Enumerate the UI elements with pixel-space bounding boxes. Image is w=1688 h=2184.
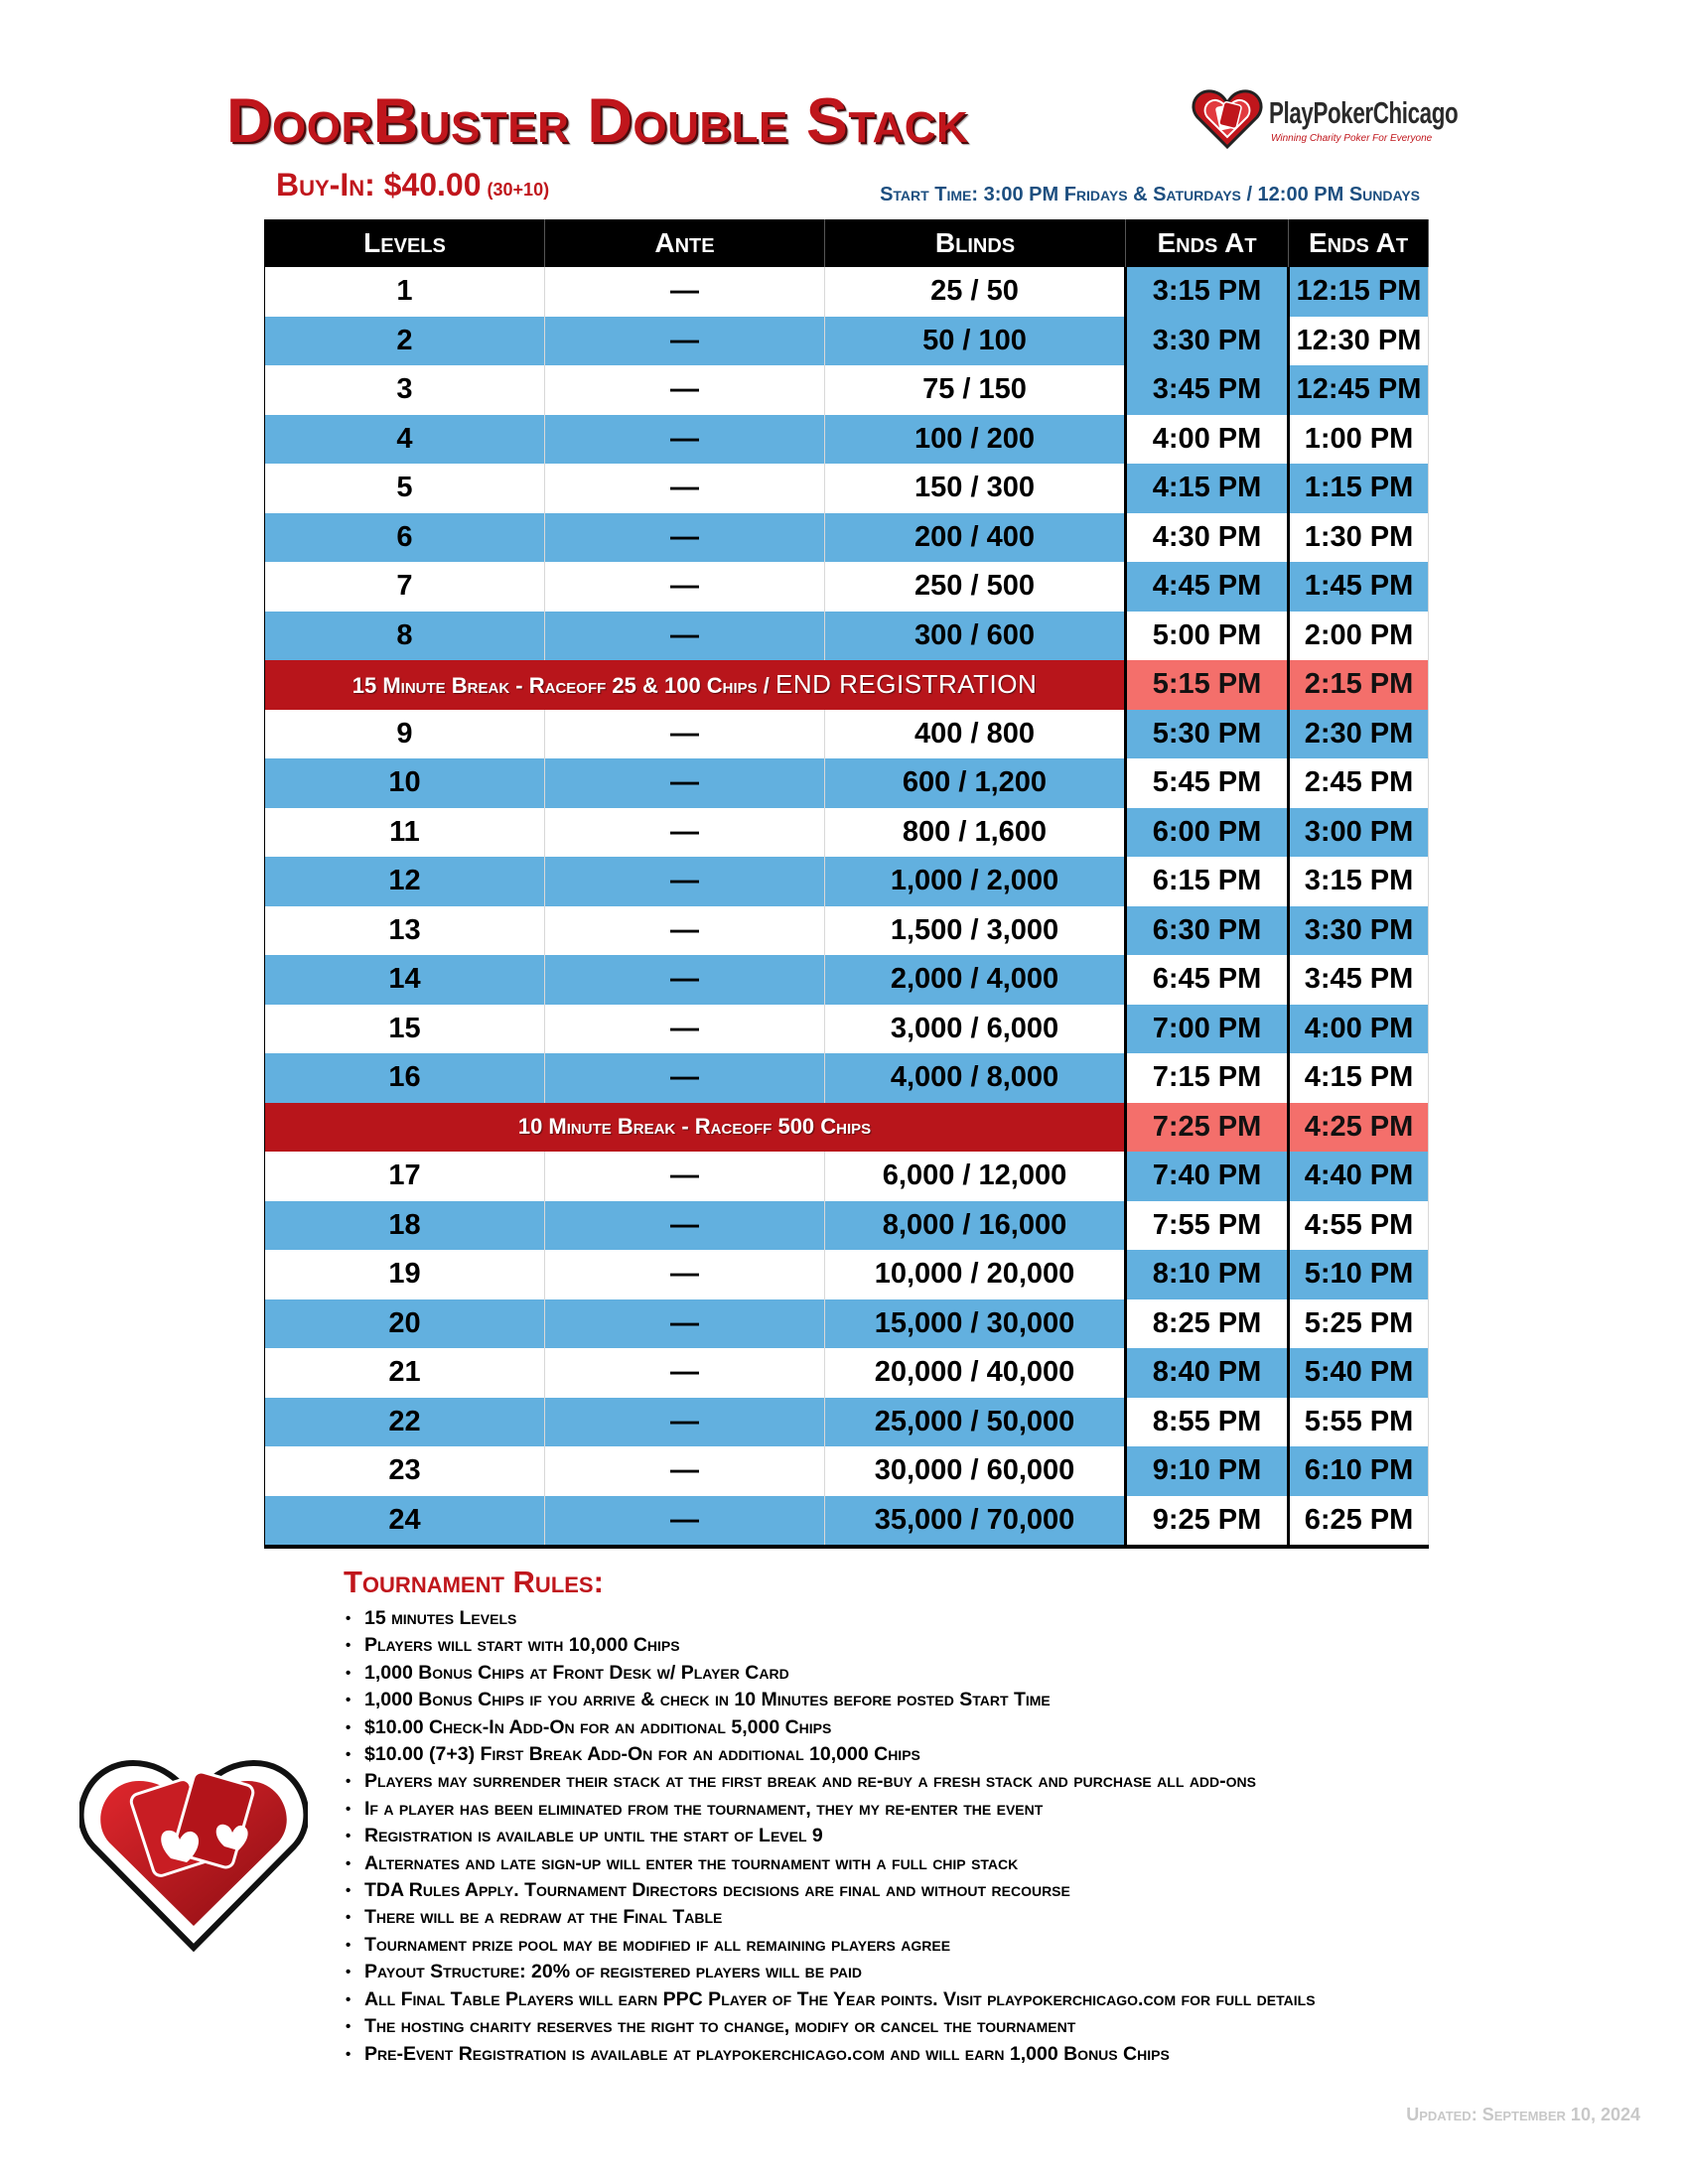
ends-at-sun-cell: 3:15 PM [1289, 857, 1429, 906]
blinds-cell: 4,000 / 8,000 [825, 1053, 1126, 1103]
ends-at-sun-cell: 1:00 PM [1289, 415, 1429, 465]
rule-item: • $10.00 Check-In Add-On for an additional 5,000 Chips [346, 1714, 1316, 1741]
blinds-cell: 20,000 / 40,000 [825, 1348, 1126, 1398]
level-row [265, 612, 1429, 661]
rule-item: • Payout Structure: 20% of registered players will be paid [346, 1959, 1316, 1985]
level-row [265, 955, 1429, 1005]
break-label [265, 660, 1126, 710]
blinds-cell: 1,500 / 3,000 [825, 906, 1126, 956]
ante-cell: — [545, 906, 825, 956]
ends-at-sun-cell: 1:15 PM [1289, 464, 1429, 513]
break-ends-at-fri-sat: 7:25 PM [1126, 1103, 1289, 1153]
ante-cell: — [545, 1053, 825, 1103]
blinds-cell: 300 / 600 [825, 612, 1126, 661]
rule-item: • All Final Table Players will earn PPC Player of The Year points. Visit playpokerchicago.com for full details [346, 1986, 1316, 2013]
level-cell: 5 [265, 464, 545, 513]
rule-item: • Tournament prize pool may be modified if all remaining players agree [346, 1932, 1316, 1959]
level-cell: 23 [265, 1446, 545, 1496]
break-row [265, 660, 1429, 710]
ends-at-sun-cell: 5:25 PM [1289, 1299, 1429, 1349]
blinds-cell: 100 / 200 [825, 415, 1126, 465]
ends-at-fri-sat-cell: 5:30 PM [1126, 710, 1289, 759]
ends-at-sun-cell: 3:00 PM [1289, 808, 1429, 858]
logo-tagline: Winning Charity Poker For Everyone [1271, 133, 1433, 144]
ends-at-fri-sat-cell: 3:15 PM [1126, 267, 1289, 317]
ends-at-fri-sat-cell: 7:15 PM [1126, 1053, 1289, 1103]
blinds-cell: 600 / 1,200 [825, 758, 1126, 808]
blinds-cell: 15,000 / 30,000 [825, 1299, 1126, 1349]
ante-cell: — [545, 267, 825, 317]
level-row [265, 1250, 1429, 1299]
blinds-cell: 1,000 / 2,000 [825, 857, 1126, 906]
level-cell: 12 [265, 857, 545, 906]
ends-at-fri-sat-cell: 9:25 PM [1126, 1496, 1289, 1548]
ends-at-sun-cell: 1:45 PM [1289, 562, 1429, 612]
blinds-cell: 25,000 / 50,000 [825, 1398, 1126, 1447]
blinds-cell: 400 / 800 [825, 710, 1126, 759]
ante-cell: — [545, 710, 825, 759]
level-cell: 24 [265, 1496, 545, 1548]
break-label [265, 1103, 1126, 1153]
rules-heading: Tournament Rules: [344, 1565, 604, 1599]
ante-cell: — [545, 1398, 825, 1447]
level-row [265, 1201, 1429, 1251]
level-cell: 10 [265, 758, 545, 808]
level-cell: 13 [265, 906, 545, 956]
level-row [265, 415, 1429, 465]
level-row [265, 1398, 1429, 1447]
page-title: DoorBuster Double Stack [226, 86, 969, 156]
blinds-cell: 50 / 100 [825, 317, 1126, 366]
logo-wordmark: PlayPokerChicago [1269, 95, 1459, 130]
blinds-cell: 3,000 / 6,000 [825, 1005, 1126, 1054]
ante-cell: — [545, 1446, 825, 1496]
ends-at-fri-sat-cell: 7:55 PM [1126, 1201, 1289, 1251]
rule-item: • Alternates and late sign-up will enter the tournament with a full chip stack [346, 1850, 1316, 1877]
blinds-cell: 6,000 / 12,000 [825, 1152, 1126, 1201]
blinds-cell: 250 / 500 [825, 562, 1126, 612]
level-row [265, 857, 1429, 906]
ends-at-fri-sat-cell: 6:45 PM [1126, 955, 1289, 1005]
blinds-cell: 8,000 / 16,000 [825, 1201, 1126, 1251]
break-text: 15 Minute Break - Raceoff 25 & 100 Chips / [352, 673, 776, 699]
blinds-cell: 800 / 1,600 [825, 808, 1126, 858]
ends-at-fri-sat-cell: 3:30 PM [1126, 317, 1289, 366]
ends-at-fri-sat-cell: 3:45 PM [1126, 365, 1289, 415]
ante-cell: — [545, 415, 825, 465]
level-cell: 20 [265, 1299, 545, 1349]
level-cell: 16 [265, 1053, 545, 1103]
level-row [265, 267, 1429, 317]
ends-at-sun-cell: 6:10 PM [1289, 1446, 1429, 1496]
double-heart-logo-icon [1192, 85, 1263, 151]
level-row [265, 513, 1429, 563]
ante-cell: — [545, 1496, 825, 1548]
level-row [265, 1005, 1429, 1054]
play-poker-chicago-logo [1192, 85, 1489, 155]
level-row [265, 906, 1429, 956]
rule-item: • TDA Rules Apply. Tournament Directors decisions are final and without recourse [346, 1877, 1316, 1904]
level-cell: 3 [265, 365, 545, 415]
ends-at-sun-cell: 12:15 PM [1289, 267, 1429, 317]
level-cell: 19 [265, 1250, 545, 1299]
level-cell: 9 [265, 710, 545, 759]
rule-item: • 1,000 Bonus Chips at Front Desk w/ Player Card [346, 1660, 1316, 1687]
ends-at-sun-cell: 3:30 PM [1289, 906, 1429, 956]
ends-at-sun-cell: 12:30 PM [1289, 317, 1429, 366]
level-row [265, 1152, 1429, 1201]
level-row [265, 562, 1429, 612]
blinds-cell: 150 / 300 [825, 464, 1126, 513]
level-cell: 2 [265, 317, 545, 366]
level-row [265, 1348, 1429, 1398]
ante-cell: — [545, 612, 825, 661]
ends-at-fri-sat-cell: 4:15 PM [1126, 464, 1289, 513]
ends-at-sun-cell: 5:10 PM [1289, 1250, 1429, 1299]
break-ends-at-sun: 2:15 PM [1289, 660, 1429, 710]
blinds-cell: 200 / 400 [825, 513, 1126, 563]
rule-item: • If a player has been eliminated from the tournament, they my re-enter the event [346, 1796, 1316, 1823]
rule-item: • 1,000 Bonus Chips if you arrive & check in 10 Minutes before posted Start Time [346, 1687, 1316, 1713]
start-time-line: Start Time: 3:00 PM Fridays & Saturdays / 12:00 PM Sundays [880, 184, 1420, 205]
ante-cell: — [545, 955, 825, 1005]
ends-at-sun-cell: 4:55 PM [1289, 1201, 1429, 1251]
break-text: 10 Minute Break - Raceoff 500 Chips [517, 1114, 872, 1140]
level-row [265, 1496, 1429, 1548]
level-cell: 11 [265, 808, 545, 858]
ante-cell: — [545, 1201, 825, 1251]
ends-at-fri-sat-cell: 6:30 PM [1126, 906, 1289, 956]
level-cell: 21 [265, 1348, 545, 1398]
ends-at-sun-cell: 12:45 PM [1289, 365, 1429, 415]
ends-at-sun-cell: 5:40 PM [1289, 1348, 1429, 1398]
blind-structure-table [264, 219, 1429, 1549]
level-row [265, 365, 1429, 415]
ends-at-sun-cell: 2:45 PM [1289, 758, 1429, 808]
card-hearts-icon [79, 1727, 308, 1956]
header-levels: Levels [265, 219, 545, 267]
ante-cell: — [545, 1152, 825, 1201]
ends-at-sun-cell: 2:00 PM [1289, 612, 1429, 661]
ante-cell: — [545, 1005, 825, 1054]
level-row [265, 758, 1429, 808]
blinds-cell: 25 / 50 [825, 267, 1126, 317]
ante-cell: — [545, 1299, 825, 1349]
ends-at-sun-cell: 4:40 PM [1289, 1152, 1429, 1201]
ends-at-sun-cell: 4:15 PM [1289, 1053, 1429, 1103]
header-ends-at-fri-sat: Ends At [1126, 219, 1289, 267]
ends-at-fri-sat-cell: 4:30 PM [1126, 513, 1289, 563]
ante-cell: — [545, 562, 825, 612]
buy-in-label: Buy-In: $40.00 [276, 167, 482, 203]
ante-cell: — [545, 857, 825, 906]
ends-at-sun-cell: 1:30 PM [1289, 513, 1429, 563]
ends-at-fri-sat-cell: 4:45 PM [1126, 562, 1289, 612]
blinds-cell: 35,000 / 70,000 [825, 1496, 1126, 1548]
ends-at-fri-sat-cell: 9:10 PM [1126, 1446, 1289, 1496]
rule-item: • Registration is available up until the start of Level 9 [346, 1823, 1316, 1849]
ends-at-fri-sat-cell: 6:00 PM [1126, 808, 1289, 858]
header-blinds: Blinds [825, 219, 1126, 267]
ends-at-sun-cell: 3:45 PM [1289, 955, 1429, 1005]
ends-at-sun-cell: 6:25 PM [1289, 1496, 1429, 1548]
updated-date: Updated: September 10, 2024 [1406, 2105, 1640, 2124]
level-cell: 17 [265, 1152, 545, 1201]
break-row [265, 1103, 1429, 1153]
break-ends-at-fri-sat: 5:15 PM [1126, 660, 1289, 710]
ante-cell: — [545, 758, 825, 808]
header-ends-at-sun: Ends At [1289, 219, 1429, 267]
blinds-cell: 75 / 150 [825, 365, 1126, 415]
level-row [265, 1299, 1429, 1349]
header-ante: Ante [545, 219, 825, 267]
blinds-cell: 30,000 / 60,000 [825, 1446, 1126, 1496]
ends-at-fri-sat-cell: 5:00 PM [1126, 612, 1289, 661]
table-body [265, 267, 1429, 1547]
level-row [265, 710, 1429, 759]
level-cell: 8 [265, 612, 545, 661]
level-cell: 1 [265, 267, 545, 317]
level-cell: 22 [265, 1398, 545, 1447]
ends-at-fri-sat-cell: 7:40 PM [1126, 1152, 1289, 1201]
rule-item: • There will be a redraw at the Final Table [346, 1904, 1316, 1931]
ends-at-sun-cell: 2:30 PM [1289, 710, 1429, 759]
ends-at-fri-sat-cell: 7:00 PM [1126, 1005, 1289, 1054]
level-cell: 15 [265, 1005, 545, 1054]
level-cell: 6 [265, 513, 545, 563]
ends-at-sun-cell: 4:00 PM [1289, 1005, 1429, 1054]
ends-at-fri-sat-cell: 5:45 PM [1126, 758, 1289, 808]
rule-item: • Pre-Event Registration is available at playpokerchicago.com and will earn 1,000 Bonus Chips [346, 2041, 1316, 2068]
rule-item: • The hosting charity reserves the right to change, modify or cancel the tournament [346, 2013, 1316, 2040]
level-cell: 14 [265, 955, 545, 1005]
level-row [265, 464, 1429, 513]
rule-item: • $10.00 (7+3) First Break Add-On for an additional 10,000 Chips [346, 1741, 1316, 1768]
ante-cell: — [545, 317, 825, 366]
ends-at-fri-sat-cell: 4:00 PM [1126, 415, 1289, 465]
level-cell: 7 [265, 562, 545, 612]
end-registration-text: END REGISTRATION [775, 669, 1038, 700]
table-header-row [265, 219, 1429, 267]
ante-cell: — [545, 1348, 825, 1398]
level-row [265, 1446, 1429, 1496]
ends-at-sun-cell: 5:55 PM [1289, 1398, 1429, 1447]
level-row [265, 1053, 1429, 1103]
buy-in-detail: (30+10) [487, 180, 550, 200]
level-row [265, 317, 1429, 366]
blinds-cell: 2,000 / 4,000 [825, 955, 1126, 1005]
ends-at-fri-sat-cell: 8:25 PM [1126, 1299, 1289, 1349]
rules-list [346, 1605, 1316, 2068]
rule-item: • 15 minutes Levels [346, 1605, 1316, 1632]
ante-cell: — [545, 365, 825, 415]
level-cell: 4 [265, 415, 545, 465]
ante-cell: — [545, 1250, 825, 1299]
buy-in-line [276, 167, 549, 204]
break-ends-at-sun: 4:25 PM [1289, 1103, 1429, 1153]
ends-at-fri-sat-cell: 8:55 PM [1126, 1398, 1289, 1447]
ante-cell: — [545, 513, 825, 563]
ends-at-fri-sat-cell: 8:40 PM [1126, 1348, 1289, 1398]
rule-item: • Players may surrender their stack at the first break and re-buy a fresh stack and purchase all add-ons [346, 1768, 1316, 1795]
level-row [265, 808, 1429, 858]
ante-cell: — [545, 464, 825, 513]
ante-cell: — [545, 808, 825, 858]
rule-item: • Players will start with 10,000 Chips [346, 1632, 1316, 1659]
level-cell: 18 [265, 1201, 545, 1251]
blinds-cell: 10,000 / 20,000 [825, 1250, 1126, 1299]
ends-at-fri-sat-cell: 8:10 PM [1126, 1250, 1289, 1299]
ends-at-fri-sat-cell: 6:15 PM [1126, 857, 1289, 906]
